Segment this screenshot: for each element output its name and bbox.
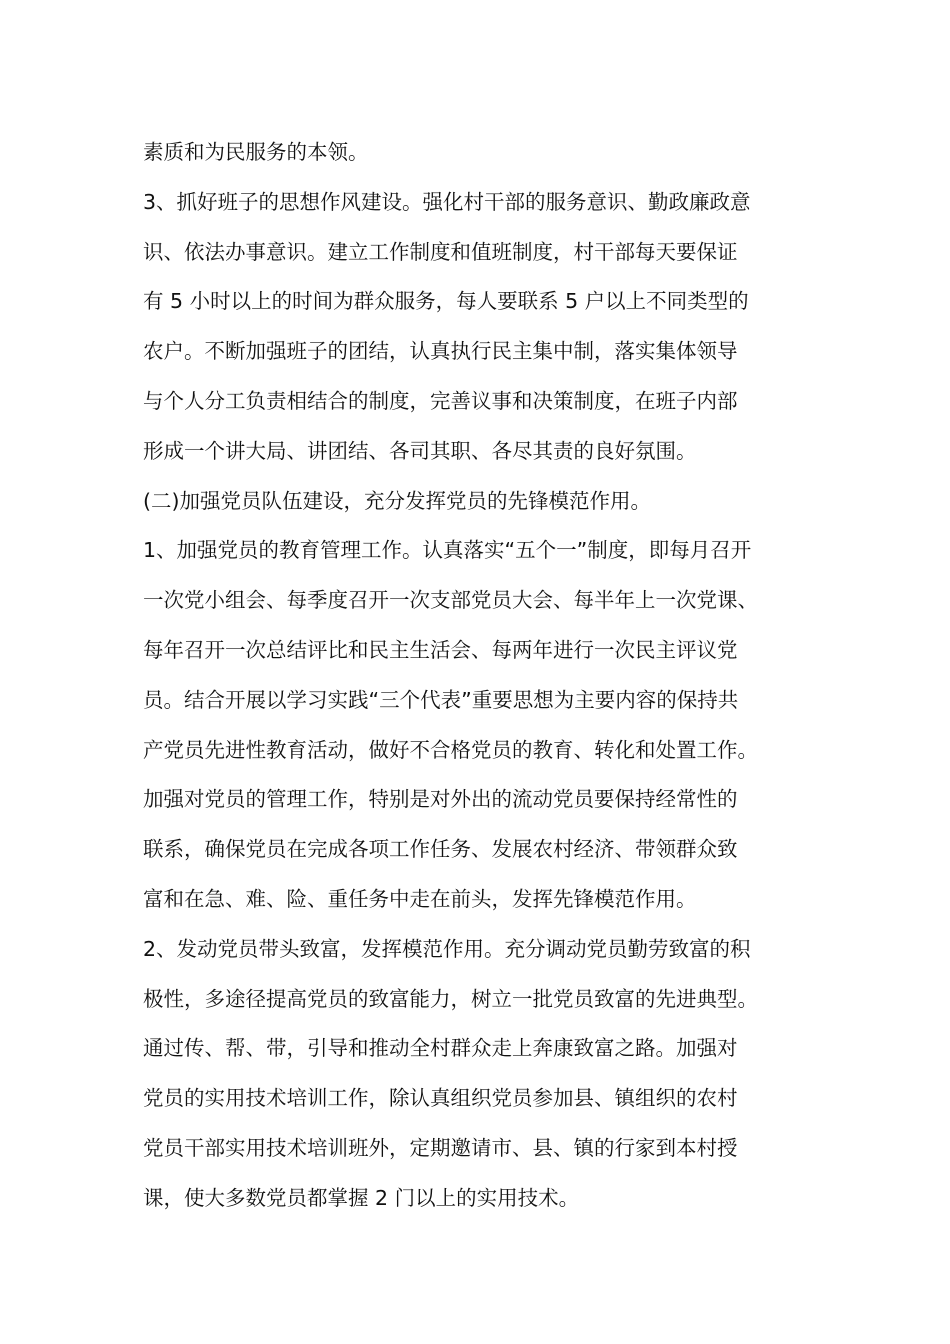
text-line: 党员的实用技术培训工作，除认真组织党员参加县、镇组织的农村 [143, 1086, 738, 1111]
text-line: 每年召开一次总结评比和民主生活会、每两年进行一次民主评议党 [143, 637, 738, 662]
text-line: 课，使大多数党员都掌握 2 门以上的实用技术。 [143, 1185, 580, 1210]
text-line: 联系，确保党员在完成各项工作任务、发展农村经济、带领群众致 [143, 837, 738, 862]
text-line: 员。结合开展以学习实践“三个代表”重要思想为主要内容的保持共 [143, 687, 739, 712]
text-line: 党员干部实用技术培训班外，定期邀请市、县、镇的行家到本村授 [143, 1135, 738, 1160]
text-line: 3、抓好班子的思想作风建设。强化村干部的服务意识、勤政廉政意 [143, 189, 751, 214]
document-body [143, 128, 811, 1224]
text-line: 2、发动党员带头致富，发挥模范作用。充分调动党员勤劳致富的积 [143, 936, 751, 961]
text-line: 产党员先进性教育活动，做好不合格党员的教育、转化和处置工作。 [143, 737, 758, 762]
text-line: 素质和为民服务的本领。 [143, 140, 369, 164]
text-line: 农户。不断加强班子的团结，认真执行民主集中制，落实集体领导 [143, 339, 738, 364]
text-line: 有 5 小时以上的时间为群众服务，每人要联系 5 户以上不同类型的 [143, 289, 749, 314]
section-heading: (二)加强党员队伍建设，充分发挥党员的先锋模范作用。 [143, 488, 651, 513]
text-line: 加强对党员的管理工作，特别是对外出的流动党员要保持经常性的 [143, 787, 738, 812]
text-line: 形成一个讲大局、讲团结、各司其职、各尽其责的良好氛围。 [143, 438, 697, 463]
text-line: 一次党小组会、每季度召开一次支部党员大会、每半年上一次党课、 [143, 588, 758, 613]
text-line: 通过传、帮、带，引导和推动全村群众走上奔康致富之路。加强对 [143, 1036, 738, 1061]
text-line: 识、依法办事意识。建立工作制度和值班制度，村干部每天要保证 [143, 239, 738, 264]
text-line: 与个人分工负责相结合的制度，完善议事和决策制度，在班子内部 [143, 388, 738, 413]
text-line: 富和在急、难、险、重任务中走在前头，发挥先锋模范作用。 [143, 886, 697, 911]
text-line: 极性，多途径提高党员的致富能力，树立一批党员致富的先进典型。 [143, 986, 758, 1011]
text-line: 1、加强党员的教育管理工作。认真落实“五个一”制度，即每月召开 [143, 538, 752, 563]
